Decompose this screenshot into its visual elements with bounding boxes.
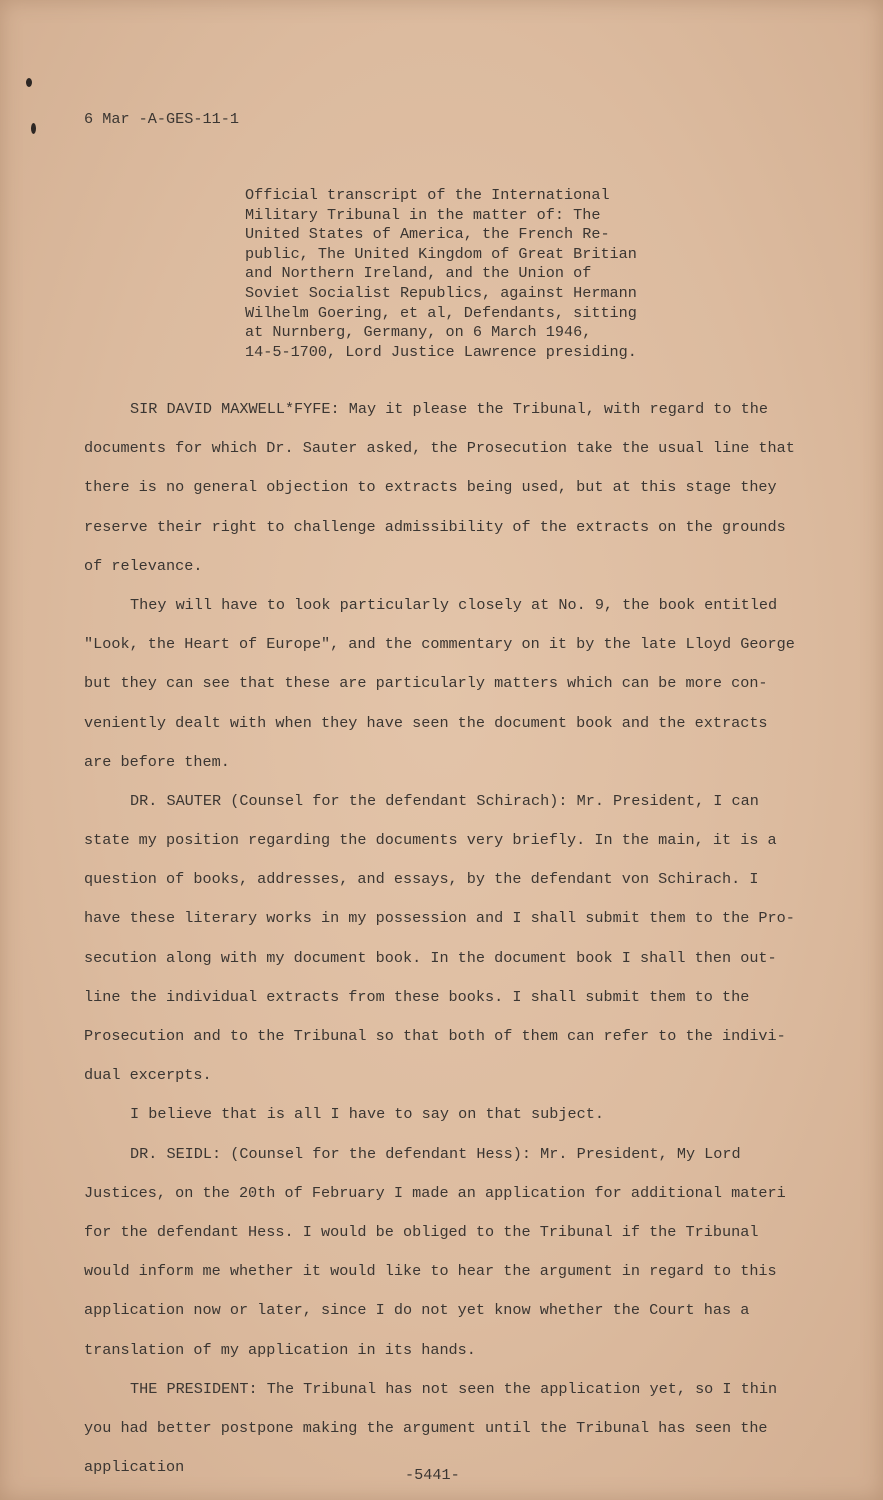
body-line: are before them. xyxy=(84,752,230,771)
body-line: for the defendant Hess. I would be obliged to the Tribunal if the Tribunal xyxy=(84,1222,759,1241)
ink-mark-bottom xyxy=(31,123,36,134)
preamble-line: at Nurnberg, Germany, on 6 March 1946, xyxy=(245,323,592,342)
body-line: dual excerpts. xyxy=(84,1066,212,1085)
speaker-paragraph-start: SIR DAVID MAXWELL*FYFE: May it please the Tribunal, with regard to the xyxy=(130,400,768,418)
body-line: reserve their right to challenge admissibility of the extracts on the grounds xyxy=(84,517,786,536)
speaker-paragraph-start: DR. SAUTER (Counsel for the defendant Schirach): Mr. President, I can xyxy=(130,791,759,810)
transcript-body xyxy=(84,400,844,1497)
preamble-line: and Northern Ireland, and the Union of xyxy=(245,264,592,283)
ink-mark-top xyxy=(26,78,32,87)
speaker-paragraph-start: DR. SEIDL: (Counsel for the defendant Hess): Mr. President, My Lord xyxy=(130,1144,741,1163)
body-line: there is no general objection to extracts being used, but at this stage they xyxy=(84,478,777,497)
preamble-line: public, The United Kingdom of Great Britian xyxy=(245,244,637,263)
body-line: translation of my application in its hands. xyxy=(84,1340,476,1359)
body-line: would inform me whether it would like to hear the argument in regard to this xyxy=(84,1262,777,1281)
document-header-code: 6 Mar -A-GES-11-1 xyxy=(84,110,239,128)
body-line: Justices, on the 20th of February I made an application for additional materi xyxy=(84,1183,786,1202)
preamble-line: United States of America, the French Re- xyxy=(245,225,610,244)
body-line: Prosecution and to the Tribunal so that both of them can refer to the indivi- xyxy=(84,1027,786,1045)
preamble-line: Soviet Socialist Republics, against Hermann xyxy=(245,283,637,302)
body-line: have these literary works in my possession and I shall submit them to the Pro- xyxy=(84,909,795,928)
paragraph-start: They will have to look particularly closely at No. 9, the book entitled xyxy=(130,595,778,614)
body-line: application xyxy=(84,1458,185,1477)
transcript-preamble xyxy=(245,186,685,362)
body-line: "Look, the Heart of Europe", and the commentary on it by the late Lloyd George xyxy=(84,635,795,654)
preamble-line: Official transcript of the International xyxy=(245,186,610,204)
paragraph-start: I believe that is all I have to say on that subject. xyxy=(130,1105,604,1124)
body-line: you had better postpone making the argument until the Tribunal has seen the xyxy=(84,1418,768,1437)
body-line: application now or later, since I do not yet know whether the Court has a xyxy=(84,1301,750,1320)
body-line: of relevance. xyxy=(84,556,203,575)
body-line: but they can see that these are particularly matters which can be more con- xyxy=(84,674,768,693)
body-line: question of books, addresses, and essays, by the defendant von Schirach. I xyxy=(84,870,759,889)
page-number: -5441- xyxy=(405,1466,460,1484)
body-line: line the individual extracts from these books. I shall submit them to the xyxy=(84,987,750,1006)
body-line: secution along with my document book. In the document book I shall then out- xyxy=(84,948,777,967)
preamble-line: 14-5-1700, Lord Justice Lawrence presiding. xyxy=(245,342,637,361)
preamble-line: Military Tribunal in the matter of: The xyxy=(245,205,601,224)
body-line: documents for which Dr. Sauter asked, the Prosecution take the usual line that xyxy=(84,439,795,458)
body-line: veniently dealt with when they have seen the document book and the extracts xyxy=(84,713,768,732)
preamble-line: Wilhelm Goering, et al, Defendants, sitting xyxy=(245,303,637,322)
body-line: state my position regarding the documents very briefly. In the main, it is a xyxy=(84,831,777,850)
speaker-paragraph-start: THE PRESIDENT: The Tribunal has not seen the application yet, so I thin xyxy=(130,1379,778,1398)
